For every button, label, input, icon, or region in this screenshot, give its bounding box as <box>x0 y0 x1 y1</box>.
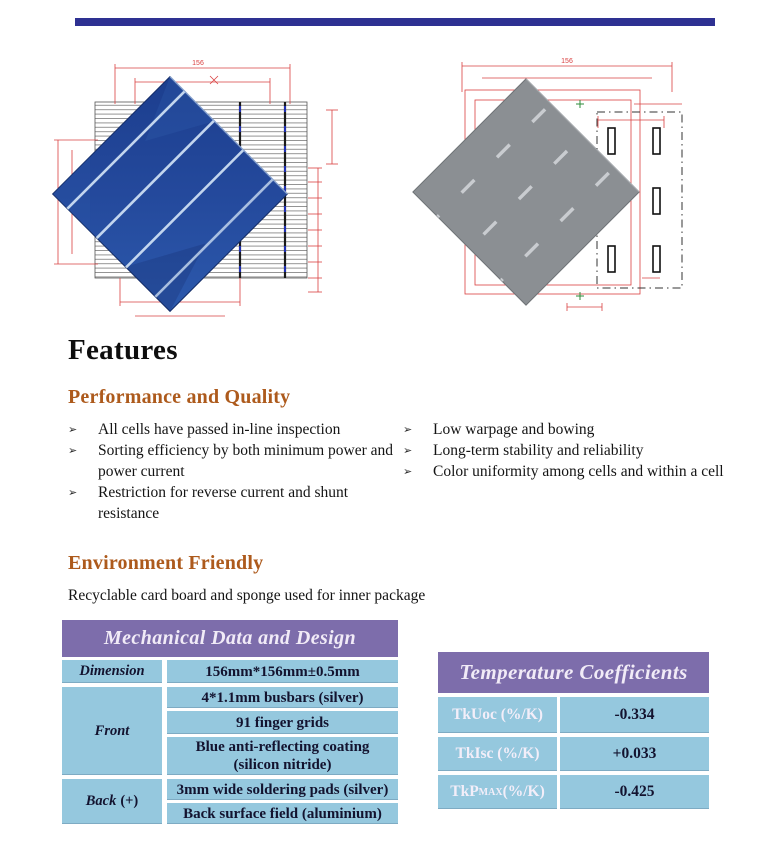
list-item-text: All cells have passed in-line inspection <box>98 421 341 438</box>
back-dimension-label: 156 <box>561 58 573 65</box>
tkpmax-value-cell: -0.425 <box>560 775 709 809</box>
mechanical-data-table <box>62 620 398 824</box>
list-item-text: Color uniformity among cells and within a cell <box>433 463 724 480</box>
environment-note: Recyclable card board and sponge used for inner package <box>68 587 426 604</box>
tkuoc-label-cell <box>438 697 557 733</box>
features-title: Features <box>68 334 178 366</box>
table-row <box>438 775 709 809</box>
arrow-bullet-icon: ➢ <box>403 444 413 457</box>
tkpmax-label-cell <box>438 775 557 809</box>
list-item <box>403 461 738 482</box>
tkisc-label-cell <box>438 737 557 771</box>
list-item <box>403 419 738 440</box>
front-label-cell: Front <box>62 687 162 775</box>
dimension-label-cell: Dimension <box>62 660 162 683</box>
list-item <box>403 440 738 461</box>
back-label-suffix: (+) <box>120 793 139 809</box>
tkisc-value-cell: +0.033 <box>560 737 709 771</box>
front-fingers-cell: 91 finger grids <box>167 711 398 734</box>
coefficient-label: TkUoc (%/K) <box>452 706 543 723</box>
performance-list-left <box>68 419 398 524</box>
coefficient-label-suffix: (%/K) <box>502 783 545 800</box>
list-item-text: Low warpage and bowing <box>433 421 595 438</box>
back-label-text: Back <box>85 793 117 809</box>
table-row <box>438 737 709 771</box>
temperature-table-title: Temperature Coefficients <box>438 652 709 693</box>
table-row <box>62 687 398 775</box>
list-item <box>68 419 398 440</box>
dimension-value-cell: 156mm*156mm±0.5mm <box>167 660 398 683</box>
coefficient-label: TkP <box>450 783 479 800</box>
table-row <box>62 660 398 683</box>
list-item-text: Long-term stability and reliability <box>433 442 644 459</box>
front-coating-cell: Blue anti-reflecting coating (silicon nitride) <box>167 737 398 775</box>
back-cell-photo <box>413 79 639 305</box>
list-item <box>68 440 398 482</box>
performance-heading: Performance and Quality <box>68 386 291 408</box>
coefficient-subscript: MAX <box>478 786 503 798</box>
back-pads-cell: 3mm wide soldering pads (silver) <box>167 779 398 800</box>
back-bsf-cell: Back surface field (aluminium) <box>167 803 398 824</box>
list-item-text: Sorting efficiency by both minimum power and power current <box>98 442 394 480</box>
arrow-bullet-icon: ➢ <box>68 423 78 436</box>
performance-list-right <box>403 419 738 482</box>
list-item <box>68 482 398 524</box>
arrow-bullet-icon: ➢ <box>68 444 78 457</box>
coefficient-label: TkIsc (%/K) <box>455 745 540 762</box>
arrow-bullet-icon: ➢ <box>403 423 413 436</box>
cell-front-diagram <box>40 52 410 338</box>
mechanical-table-title: Mechanical Data and Design <box>62 620 398 657</box>
front-dimension-label: 156 <box>192 60 204 67</box>
environment-heading: Environment Friendly <box>68 552 264 574</box>
cell-back-diagram <box>402 52 768 338</box>
front-busbars-cell: 4*1.1mm busbars (silver) <box>167 687 398 708</box>
arrow-bullet-icon: ➢ <box>68 486 78 499</box>
list-item-text: Restriction for reverse current and shunt resistance <box>98 484 349 522</box>
top-divider-bar <box>75 18 715 26</box>
back-label-cell <box>62 779 162 824</box>
tkuoc-value-cell: -0.334 <box>560 697 709 733</box>
temperature-coefficients-table <box>438 652 709 809</box>
table-row <box>438 697 709 733</box>
arrow-bullet-icon: ➢ <box>403 465 413 478</box>
table-row <box>62 779 398 824</box>
